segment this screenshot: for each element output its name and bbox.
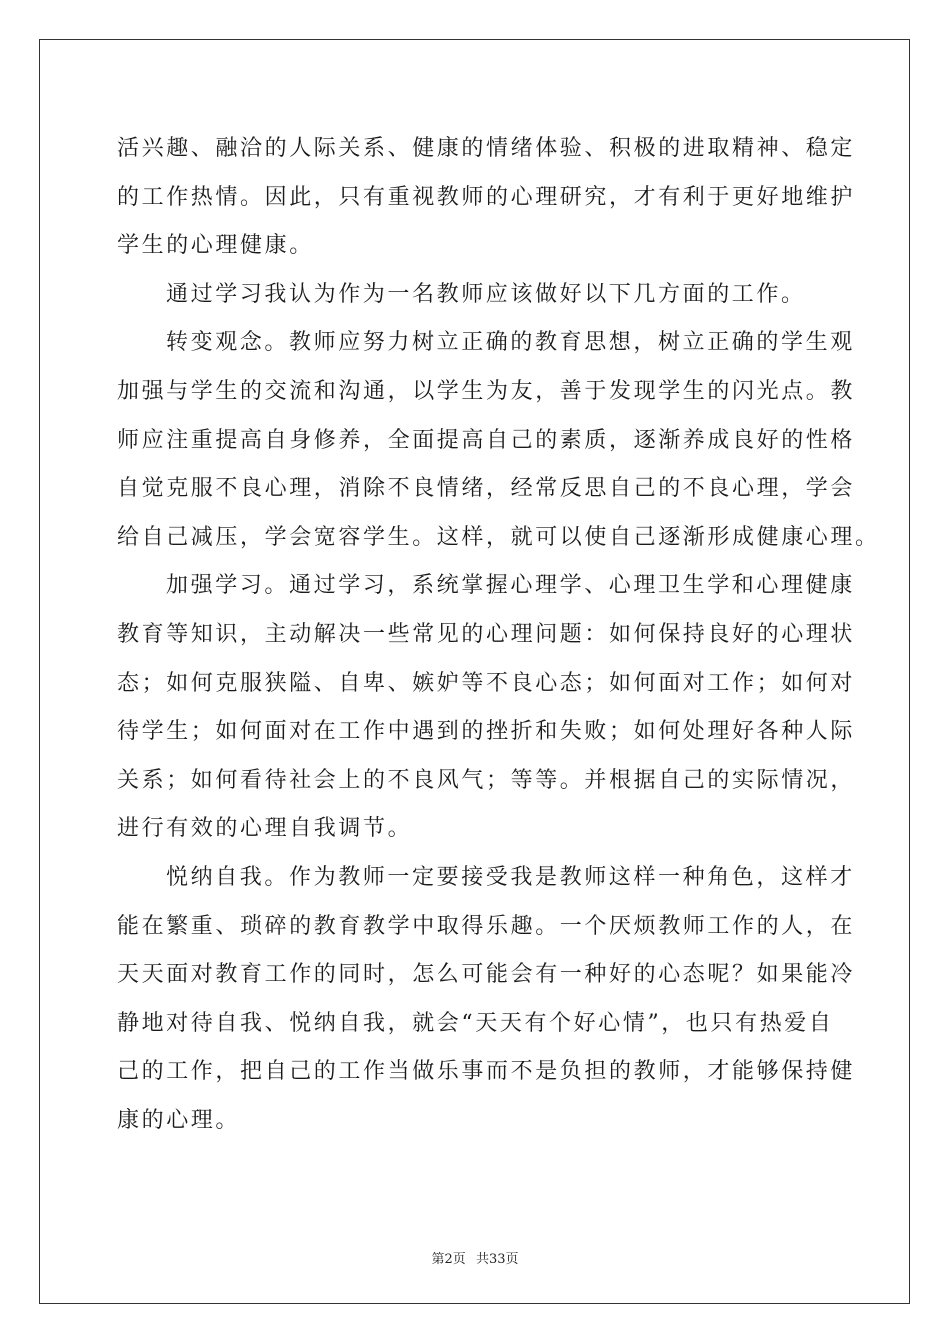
paragraph-line: 己的工作，把自己的工作当做乐事而不是负担的教师，才能够保持健: [117, 1059, 856, 1085]
paragraph-line: 给自己减压，学会宽容学生。这样，就可以使自己逐渐形成健康心理。: [117, 524, 880, 550]
document-body: [117, 125, 880, 1145]
paragraph-line: 天天面对教育工作的同时，怎么可能会有一种好的心态呢？如果能冷: [117, 962, 856, 988]
paragraph-line: 关系；如何看待社会上的不良风气；等等。并根据自己的实际情况，: [117, 767, 856, 793]
paragraph-line: 学生的心理健康。: [117, 233, 314, 259]
paragraph-line: 静地对待自我、悦纳自我，就会“天天有个好心情”，也只有热爱自: [117, 1010, 834, 1036]
paragraph-line: 教育等知识，主动解决一些常见的心理问题：如何保持良好的心理状: [117, 621, 856, 647]
paragraph-line: 的工作热情。因此，只有重视教师的心理研究，才有利于更好地维护: [117, 184, 856, 210]
paragraph-line: 活兴趣、融洽的人际关系、健康的情绪体验、积极的进取精神、稳定: [117, 136, 856, 161]
paragraph-line: 康的心理。: [117, 1107, 241, 1133]
page-total: 共33页: [475, 1252, 519, 1267]
paragraph-line: 进行有效的心理自我调节。: [117, 816, 413, 842]
paragraph-line: 能在繁重、琐碎的教育教学中取得乐趣。一个厌烦教师工作的人，在: [117, 913, 856, 939]
paragraph-line: 通过学习我认为作为一名教师应该做好以下几方面的工作。: [166, 281, 806, 307]
page-footer: [0, 1248, 950, 1267]
paragraph-line: 态；如何克服狭隘、自卑、嫉妒等不良心态；如何面对工作；如何对: [117, 670, 856, 696]
paragraph-line: 师应注重提高自身修养，全面提高自己的素质，逐渐养成良好的性格: [117, 427, 856, 453]
page-number: 第2页: [431, 1252, 466, 1267]
paragraph-line: 待学生；如何面对在工作中遇到的挫折和失败；如何处理好各种人际: [117, 719, 856, 745]
paragraph-line: 加强学习。通过学习，系统掌握心理学、心理卫生学和心理健康: [166, 573, 855, 599]
paragraph-line: 自觉克服不良心理，消除不良情绪，经常反思自己的不良心理，学会: [117, 476, 856, 502]
paragraph-line: 转变观念。教师应努力树立正确的教育思想，树立正确的学生观: [166, 330, 855, 356]
paragraph-line: 悦纳自我。作为教师一定要接受我是教师这样一种角色，这样才: [166, 864, 855, 890]
paragraph-line: 加强与学生的交流和沟通，以学生为友，善于发现学生的闪光点。教: [117, 378, 856, 404]
